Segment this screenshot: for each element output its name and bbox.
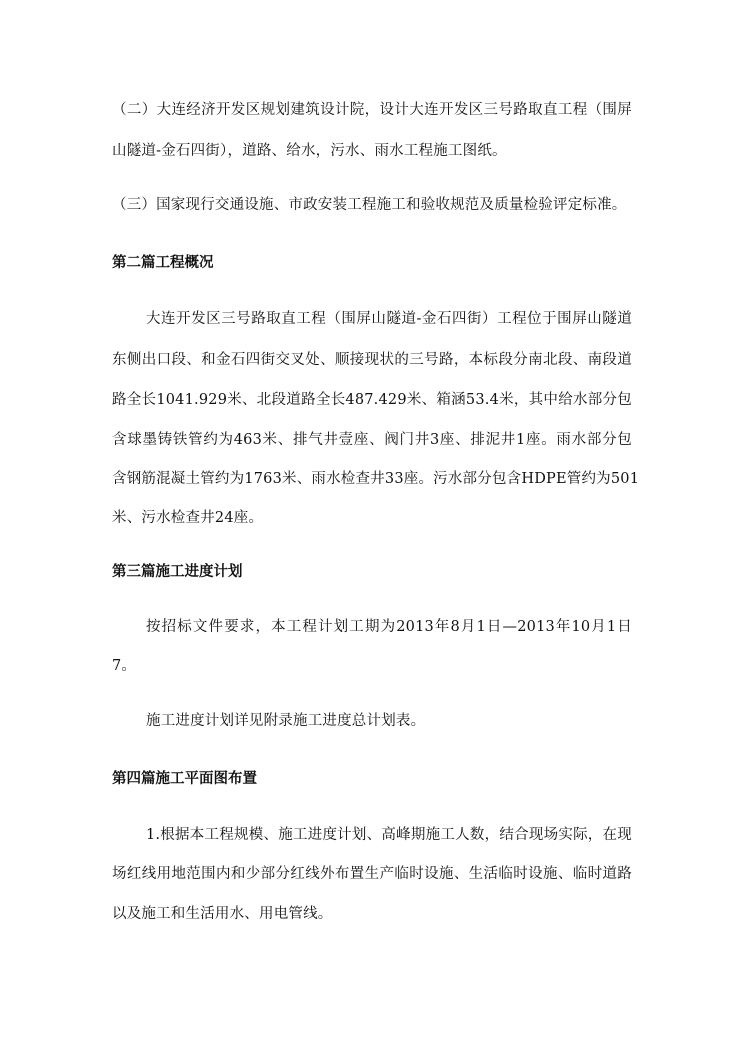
- part3-heading: 第三篇施工进度计划: [112, 564, 243, 580]
- part3-para1-line2: 7。: [112, 658, 137, 674]
- part2-line-3: 路全长1041.929米、北段道路全长487.429米、箱涵53.4米，其中给水部分包: [112, 392, 632, 408]
- part4-line-2: 场红线用地范围内和少部分红线外布置生产临时设施、生活临时设施、临时道路: [112, 866, 632, 882]
- part3-para2: 施工进度计划详见附录施工进度总计划表。: [146, 713, 426, 729]
- part2-line-2: 东侧出口段、和金石四街交叉处、顺接现状的三号路，本标段分南北段、南段道: [112, 352, 632, 368]
- part2-heading: 第二篇工程概况: [112, 255, 214, 271]
- ref2-line2: 山隧道-金石四街），道路、给水，污水、雨水工程施工图纸。: [112, 143, 507, 159]
- part2-line-5: 含钢筋混凝土管约为1763米、雨水检查井33座。污水部分包含HDPE管约为501: [112, 471, 640, 487]
- part2-line-6: 米、污水检查井24座。: [112, 510, 264, 526]
- part2-line-1: 大连开发区三号路取直工程（围屏山隧道-金石四街）工程位于围屏山隧道: [146, 311, 632, 327]
- part3-para1-line1: 按招标文件要求，本工程计划工期为2013年8月1日—2013年10月1日: [146, 619, 632, 635]
- ref2-line1: （二）大连经济开发区规划建筑设计院，设计大连开发区三号路取直工程（围屏: [112, 102, 632, 118]
- part4-line-1: 1.根据本工程规模、施工进度计划、高峰期施工人数，结合现场实际，在现: [146, 827, 632, 843]
- part4-line-3: 以及施工和生活用水、用电管线。: [112, 906, 333, 922]
- part4-heading: 第四篇施工平面图布置: [112, 771, 257, 787]
- ref3-line1: （三）国家现行交通设施、市政安装工程施工和验收规范及质量检验评定标准。: [112, 197, 627, 213]
- part2-line-4: 含球墨铸铁管约为463米、排气井壹座、阀门井3座、排泥井1座。雨水部分包: [112, 432, 632, 448]
